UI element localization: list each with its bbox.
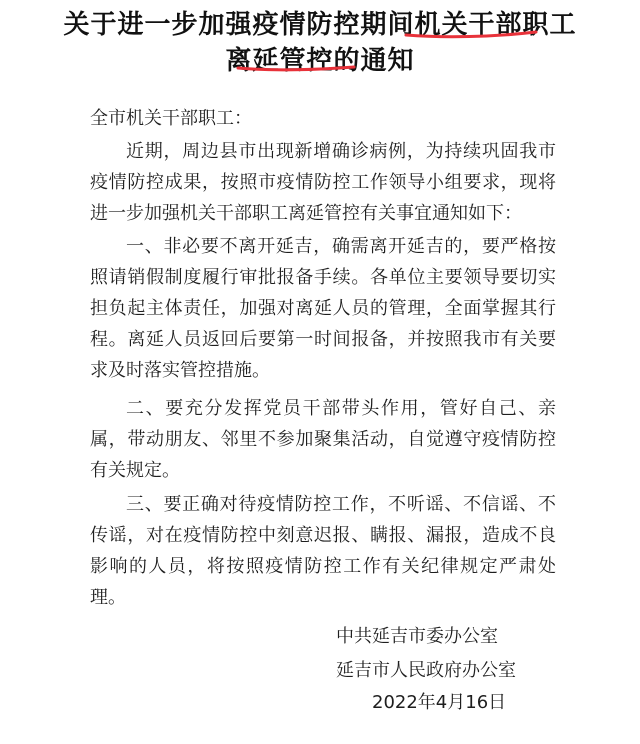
signatory-party-office: 中共延吉市委办公室: [336, 626, 498, 647]
signatory-government-office: 延吉市人民政府办公室: [336, 660, 516, 681]
paragraph-intro: 近期，周边县市出现新增确诊病例，为持续巩固我市疫情防控成果，按照市疫情防控工作领导小组要求，现将进一步加强机关干部职工离延管控有关事宜通知如下：: [90, 141, 556, 224]
document-date: 2022年4月16日: [372, 692, 507, 713]
paragraph-item-3: 三、要正确对待疫情防控工作，不听谣、不信谣、不传谣，对在疫情防控中刻意迟报、瞒报、漏报，造成不良影响的人员，将按照疫情防控工作有关纪律规定严肃处理。: [90, 494, 556, 608]
salutation: 全市机关干部职工：: [90, 108, 252, 129]
paragraph-item-2: 二、要充分发挥党员干部带头作用，管好自己、亲属，带动朋友、邻里不参加聚集活动，自觉遵守疫情防控有关规定。: [90, 398, 556, 481]
document-title-line-2: 离延管控的通知: [225, 46, 415, 76]
document-title-line-1: 关于进一步加强疫情防控期间机关干部职工: [63, 10, 577, 40]
paragraph-item-1: 一、非必要不离开延吉，确需离开延吉的，要严格按照请销假制度履行审批报备手续。各单位主要领导要切实担负起主体责任，加强对离延人员的管理，全面掌握其行程。离延人员返回后要第一时间报备，并按照我市有关要求及时落实管控措施。: [90, 236, 556, 381]
